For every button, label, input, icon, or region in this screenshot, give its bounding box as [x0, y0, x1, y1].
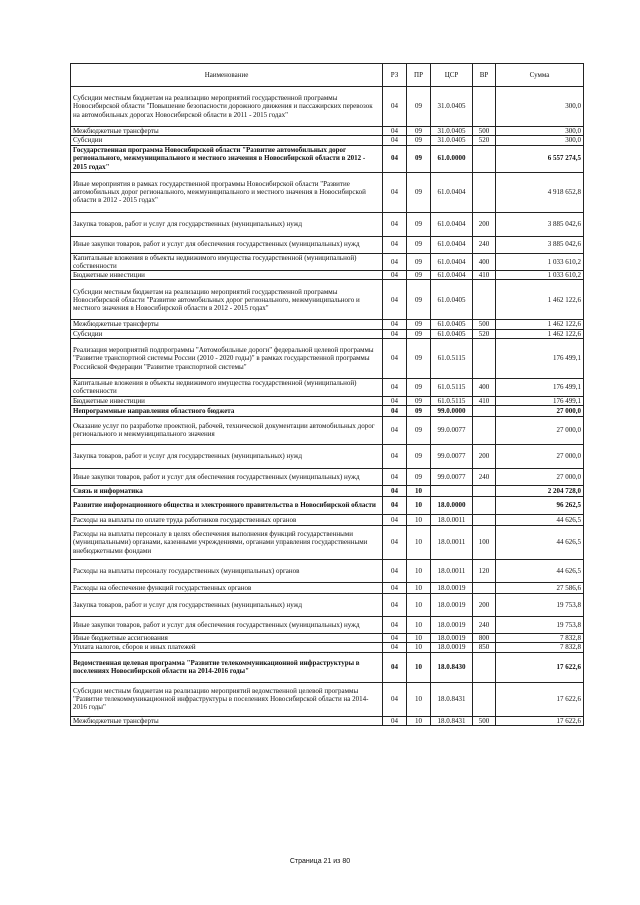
cell-pr: 09	[407, 329, 431, 338]
cell-pr: 10	[407, 616, 431, 633]
cell-sum: 27 000,0	[496, 468, 584, 485]
table-row	[71, 525, 584, 559]
cell-vr: 410	[473, 271, 496, 280]
cell-rz: 04	[383, 236, 407, 253]
cell-sum: 176 499,1	[496, 339, 584, 379]
table-row	[71, 496, 584, 514]
cell-name: Субсидии местным бюджетам на реализацию мероприятий государственной программы Новосибирской области "Развитие автомобильных дорог регионального, межмуниципального и местного значения в Новосибирской области в 2012 - 2015 годах"	[71, 280, 383, 320]
cell-name: Субсидии	[71, 329, 383, 338]
cell-name: Капитальные вложения в объекты недвижимого имущества государственной (муниципальной) собственности	[71, 253, 383, 271]
cell-sum: 300,0	[496, 87, 584, 127]
cell-rz: 04	[383, 444, 407, 468]
cell-vr: 850	[473, 643, 496, 652]
table-row	[71, 271, 584, 280]
cell-pr: 09	[407, 136, 431, 145]
table-row	[71, 396, 584, 405]
cell-name: Реализация мероприятий подпрограммы "Автомобильные дороги" федеральной целевой программы "Развитие транспортной системы России (2010 - 2020 годы)" в рамках государственной программы Российской Федерации "Развитие транспортной системы"	[71, 339, 383, 379]
table-row	[71, 633, 584, 642]
cell-vr: 200	[473, 212, 496, 236]
cell-pr: 09	[407, 87, 431, 127]
cell-name: Иные мероприятия в рамках государственной программы Новосибирской области "Развитие автомобильных дорог регионального, межмуниципального и местного значения в Новосибирской области в 2012 - 2015 годах"	[71, 172, 383, 212]
table-row	[71, 616, 584, 633]
cell-csr: 99.0.0000	[431, 405, 473, 416]
header-row	[71, 64, 584, 87]
cell-sum: 176 499,1	[496, 379, 584, 397]
table-row	[71, 652, 584, 682]
cell-sum: 176 499,1	[496, 396, 584, 405]
cell-sum: 44 626,5	[496, 559, 584, 582]
cell-rz: 04	[383, 496, 407, 514]
cell-sum: 27 000,0	[496, 405, 584, 416]
cell-sum: 300,0	[496, 127, 584, 136]
cell-pr: 09	[407, 172, 431, 212]
cell-name: Расходы на обеспечение функций государственных органов	[71, 582, 383, 593]
budget-table	[70, 63, 584, 726]
cell-sum: 96 262,5	[496, 496, 584, 514]
cell-vr	[473, 682, 496, 716]
cell-pr: 10	[407, 643, 431, 652]
cell-rz: 04	[383, 87, 407, 127]
cell-vr: 410	[473, 396, 496, 405]
cell-csr: 18.0.8430	[431, 652, 473, 682]
cell-rz: 04	[383, 416, 407, 444]
cell-sum: 4 918 652,8	[496, 172, 584, 212]
cell-csr: 18.0.8431	[431, 682, 473, 716]
cell-rz: 04	[383, 652, 407, 682]
table-row	[71, 716, 584, 725]
cell-sum: 1 033 610,2	[496, 253, 584, 271]
header-csr: ЦСР	[431, 64, 473, 87]
cell-sum: 19 753,8	[496, 593, 584, 616]
cell-csr: 18.0.0011	[431, 559, 473, 582]
header-sum: Сумма	[496, 64, 584, 87]
cell-pr: 10	[407, 582, 431, 593]
cell-vr: 200	[473, 444, 496, 468]
cell-sum: 27 586,6	[496, 582, 584, 593]
cell-vr	[473, 652, 496, 682]
table-row	[71, 643, 584, 652]
cell-rz: 04	[383, 405, 407, 416]
cell-sum: 1 462 122,6	[496, 280, 584, 320]
cell-vr: 240	[473, 616, 496, 633]
cell-pr: 10	[407, 514, 431, 525]
table-row	[71, 339, 584, 379]
cell-vr: 200	[473, 593, 496, 616]
cell-csr: 18.0.8431	[431, 716, 473, 725]
cell-csr: 61.0.0000	[431, 145, 473, 172]
cell-name: Субсидии местным бюджетам на реализацию мероприятий государственной программы Новосибирской области "Повышение безопасности дорожного движения и пассажирских перевозок на автомобильных дорогах Новосибирской области в 2011 - 2015 годах"	[71, 87, 383, 127]
cell-vr	[473, 405, 496, 416]
cell-vr	[473, 145, 496, 172]
cell-name: Государственная программа Новосибирской области "Развитие автомобильных дорог регионального, межмуниципального и местного значения в Новосибирской области в 2012 - 2015 годах"	[71, 145, 383, 172]
cell-name: Субсидии местным бюджетам на реализацию мероприятий ведомственной целевой программы "Развитие телекоммуникационной инфраструктуры в поселениях Новосибирской области на 2014-2016 годы"	[71, 682, 383, 716]
cell-rz: 04	[383, 525, 407, 559]
cell-pr: 09	[407, 339, 431, 379]
cell-pr: 09	[407, 405, 431, 416]
cell-sum: 17 622,6	[496, 652, 584, 682]
cell-sum: 27 000,0	[496, 444, 584, 468]
cell-sum: 1 033 610,2	[496, 271, 584, 280]
cell-pr: 09	[407, 280, 431, 320]
cell-sum: 19 753,8	[496, 616, 584, 633]
cell-name: Межбюджетные трансферты	[71, 320, 383, 329]
cell-sum: 3 885 042,6	[496, 212, 584, 236]
cell-vr	[473, 87, 496, 127]
cell-rz: 04	[383, 271, 407, 280]
cell-pr: 09	[407, 127, 431, 136]
cell-csr: 18.0.0019	[431, 616, 473, 633]
table-row	[71, 127, 584, 136]
table-row	[71, 444, 584, 468]
budget-page	[70, 63, 583, 726]
cell-rz: 04	[383, 485, 407, 496]
cell-name: Межбюджетные трансферты	[71, 127, 383, 136]
cell-rz: 04	[383, 593, 407, 616]
cell-sum: 1 462 122,6	[496, 329, 584, 338]
cell-name: Бюджетные инвестиции	[71, 396, 383, 405]
cell-pr: 10	[407, 593, 431, 616]
cell-vr	[473, 582, 496, 593]
cell-csr: 99.0.0077	[431, 444, 473, 468]
cell-vr: 120	[473, 559, 496, 582]
cell-csr: 18.0.0019	[431, 643, 473, 652]
page-number: Страница 21 из 80	[289, 858, 351, 865]
cell-sum: 7 832,8	[496, 643, 584, 652]
cell-vr	[473, 416, 496, 444]
table-body	[71, 87, 584, 726]
cell-csr: 18.0.0011	[431, 514, 473, 525]
cell-rz: 04	[383, 280, 407, 320]
cell-pr: 10	[407, 716, 431, 725]
cell-vr	[473, 514, 496, 525]
cell-vr: 520	[473, 136, 496, 145]
cell-name: Субсидии	[71, 136, 383, 145]
cell-pr: 10	[407, 496, 431, 514]
cell-name: Иные бюджетные ассигнования	[71, 633, 383, 642]
cell-csr: 31.0.0405	[431, 87, 473, 127]
cell-name: Расходы на выплаты персоналу в целях обеспечения выполнения функций государственными (муниципальными) органами, казенными учреждениями, органами управления государственными внебюджетными фондами	[71, 525, 383, 559]
cell-pr: 09	[407, 145, 431, 172]
cell-csr: 18.0.0019	[431, 593, 473, 616]
cell-rz: 04	[383, 468, 407, 485]
cell-vr: 100	[473, 525, 496, 559]
table-row	[71, 145, 584, 172]
table-row	[71, 559, 584, 582]
cell-rz: 04	[383, 682, 407, 716]
cell-pr: 09	[407, 444, 431, 468]
cell-csr: 61.0.0404	[431, 271, 473, 280]
cell-pr: 09	[407, 379, 431, 397]
table-row	[71, 485, 584, 496]
cell-csr: 31.0.0405	[431, 127, 473, 136]
cell-rz: 04	[383, 339, 407, 379]
cell-csr	[431, 485, 473, 496]
cell-rz: 04	[383, 716, 407, 725]
cell-csr: 18.0.0019	[431, 582, 473, 593]
cell-name: Межбюджетные трансферты	[71, 716, 383, 725]
header-vr: ВР	[473, 64, 496, 87]
cell-rz: 04	[383, 145, 407, 172]
cell-csr: 61.0.0404	[431, 172, 473, 212]
cell-vr	[473, 485, 496, 496]
table-row	[71, 416, 584, 444]
table-row	[71, 320, 584, 329]
table-row	[71, 682, 584, 716]
cell-csr: 99.0.0077	[431, 468, 473, 485]
cell-vr: 400	[473, 253, 496, 271]
cell-name: Развитие информационного общества и электронного правительства в Новосибирской области	[71, 496, 383, 514]
cell-pr: 09	[407, 212, 431, 236]
cell-csr: 99.0.0077	[431, 416, 473, 444]
cell-pr: 09	[407, 236, 431, 253]
cell-vr: 400	[473, 379, 496, 397]
cell-csr: 61.0.0404	[431, 212, 473, 236]
cell-vr: 240	[473, 468, 496, 485]
cell-name: Связь и информатика	[71, 485, 383, 496]
table-row	[71, 514, 584, 525]
cell-rz: 04	[383, 582, 407, 593]
cell-vr	[473, 496, 496, 514]
cell-name: Иные закупки товаров, работ и услуг для обеспечения государственных (муниципальных) нужд	[71, 468, 383, 485]
table-row	[71, 405, 584, 416]
cell-rz: 04	[383, 329, 407, 338]
cell-pr: 09	[407, 468, 431, 485]
cell-name: Уплата налогов, сборов и иных платежей	[71, 643, 383, 652]
cell-sum: 2 204 728,0	[496, 485, 584, 496]
cell-csr: 61.0.0404	[431, 253, 473, 271]
cell-csr: 31.0.0405	[431, 136, 473, 145]
cell-name: Закупка товаров, работ и услуг для государственных (муниципальных) нужд	[71, 212, 383, 236]
cell-csr: 61.0.5115	[431, 339, 473, 379]
cell-rz: 04	[383, 253, 407, 271]
table-row	[71, 329, 584, 338]
cell-sum: 7 832,8	[496, 633, 584, 642]
cell-sum: 44 626,5	[496, 514, 584, 525]
header-pr: ПР	[407, 64, 431, 87]
cell-vr: 520	[473, 329, 496, 338]
header-rz: РЗ	[383, 64, 407, 87]
cell-rz: 04	[383, 514, 407, 525]
table-row	[71, 468, 584, 485]
cell-sum: 44 626,5	[496, 525, 584, 559]
cell-name: Расходы на выплаты персоналу государственных (муниципальных) органов	[71, 559, 383, 582]
cell-csr: 18.0.0011	[431, 525, 473, 559]
cell-sum: 17 622,6	[496, 716, 584, 725]
table-row	[71, 593, 584, 616]
cell-name: Иные закупки товаров, работ и услуг для обеспечения государственных (муниципальных) нужд	[71, 616, 383, 633]
cell-rz: 04	[383, 127, 407, 136]
cell-rz: 04	[383, 379, 407, 397]
cell-rz: 04	[383, 136, 407, 145]
cell-pr: 09	[407, 271, 431, 280]
cell-vr	[473, 339, 496, 379]
cell-sum: 17 622,6	[496, 682, 584, 716]
header-name: Наименование	[71, 64, 383, 87]
cell-sum: 27 000,0	[496, 416, 584, 444]
cell-name: Капитальные вложения в объекты недвижимого имущества государственной (муниципальной) собственности	[71, 379, 383, 397]
cell-vr: 500	[473, 320, 496, 329]
cell-csr: 18.0.0000	[431, 496, 473, 514]
cell-csr: 61.0.0405	[431, 280, 473, 320]
table-row	[71, 212, 584, 236]
cell-csr: 61.0.0404	[431, 236, 473, 253]
cell-pr: 10	[407, 525, 431, 559]
table-row	[71, 280, 584, 320]
cell-name: Бюджетные инвестиции	[71, 271, 383, 280]
cell-pr: 10	[407, 485, 431, 496]
cell-rz: 04	[383, 633, 407, 642]
cell-name: Оказание услуг по разработке проектной, рабочей, технической документации автомобильных дорог регионального и межмуниципального значения	[71, 416, 383, 444]
cell-rz: 04	[383, 643, 407, 652]
cell-pr: 10	[407, 633, 431, 642]
cell-vr	[473, 280, 496, 320]
table-row	[71, 582, 584, 593]
cell-vr: 240	[473, 236, 496, 253]
cell-pr: 09	[407, 320, 431, 329]
cell-vr: 800	[473, 633, 496, 642]
cell-sum: 300,0	[496, 136, 584, 145]
cell-sum: 3 885 042,6	[496, 236, 584, 253]
cell-csr: 61.0.5115	[431, 396, 473, 405]
cell-rz: 04	[383, 396, 407, 405]
cell-csr: 61.0.0405	[431, 320, 473, 329]
table-row	[71, 236, 584, 253]
table-row	[71, 172, 584, 212]
cell-vr	[473, 172, 496, 212]
cell-csr: 61.0.0405	[431, 329, 473, 338]
cell-rz: 04	[383, 172, 407, 212]
table-row	[71, 253, 584, 271]
cell-csr: 18.0.0019	[431, 633, 473, 642]
cell-name: Непрограммные направления областного бюджета	[71, 405, 383, 416]
cell-pr: 09	[407, 253, 431, 271]
table-row	[71, 379, 584, 397]
cell-vr: 500	[473, 127, 496, 136]
cell-name: Иные закупки товаров, работ и услуг для обеспечения государственных (муниципальных) нужд	[71, 236, 383, 253]
table-row	[71, 87, 584, 127]
cell-rz: 04	[383, 320, 407, 329]
cell-name: Закупка товаров, работ и услуг для государственных (муниципальных) нужд	[71, 444, 383, 468]
cell-name: Закупка товаров, работ и услуг для государственных (муниципальных) нужд	[71, 593, 383, 616]
cell-pr: 09	[407, 416, 431, 444]
cell-rz: 04	[383, 212, 407, 236]
cell-pr: 10	[407, 652, 431, 682]
cell-csr: 61.0.5115	[431, 379, 473, 397]
cell-pr: 09	[407, 396, 431, 405]
cell-name: Ведомственная целевая программа "Развитие телекоммуникационной инфраструктуры в поселениях Новосибирской области на 2014-2016 годы"	[71, 652, 383, 682]
cell-rz: 04	[383, 559, 407, 582]
cell-rz: 04	[383, 616, 407, 633]
cell-pr: 10	[407, 559, 431, 582]
cell-name: Расходы на выплаты по оплате труда работников государственных органов	[71, 514, 383, 525]
cell-pr: 10	[407, 682, 431, 716]
cell-vr: 500	[473, 716, 496, 725]
table-row	[71, 136, 584, 145]
cell-sum: 6 557 274,5	[496, 145, 584, 172]
cell-sum: 1 462 122,6	[496, 320, 584, 329]
